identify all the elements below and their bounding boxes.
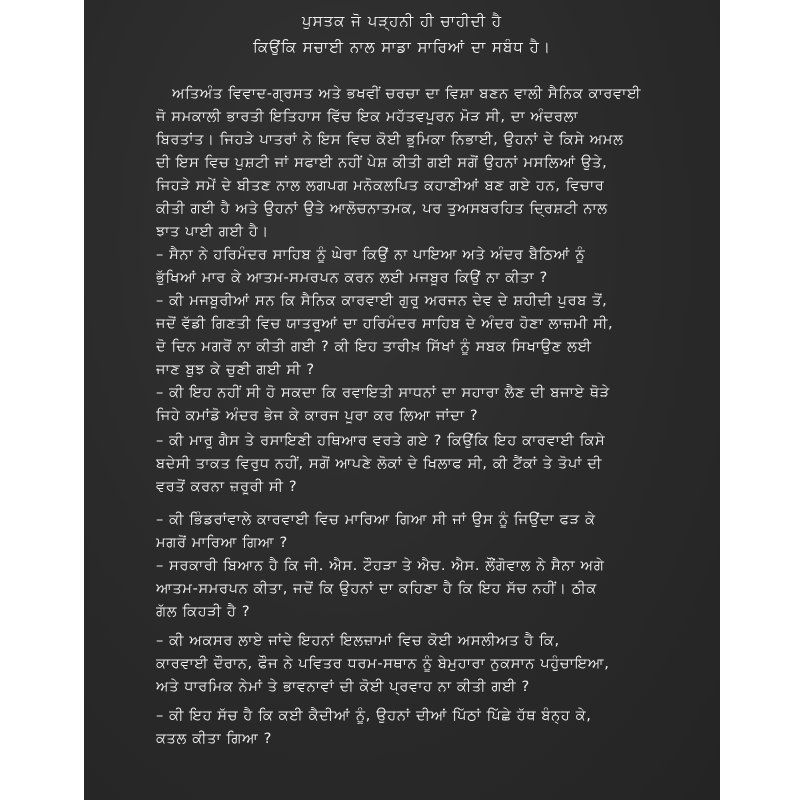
body-line: ਦੋ ਦਿਨ ਮਗਰੋਂ ਨਾ ਕੀਤੀ ਗਈ ? ਕੀ ਇਹ ਤਾਰੀਖ਼ ਸਿੱਖਾਂ ਨੂੰ ਸਬਕ ਸਿਖਾਉਣ ਲਈ	[156, 338, 592, 355]
body-line: ਝਾਤ ਪਾਈ ਗਈ ਹੈ।	[156, 223, 269, 240]
body-line: ਅਤਿਅੰਤ ਵਿਵਾਦ-ਗ੍ਰਸਤ ਅਤੇ ਭਖਵੀਂ ਚਰਚਾ ਦਾ ਵਿਸ਼ਾ ਬਣਨ ਵਾਲੀ ਸੈਨਿਕ ਕਾਰਵਾਈ	[172, 85, 642, 102]
body-line: ਜਦੋਂ ਵੱਡੀ ਗਿਣਤੀ ਵਿਚ ਯਾਤਰੂਆਂ ਦਾ ਹਰਿਮੰਦਰ ਸਾਹਿਬ ਦੇ ਅੰਦਰ ਹੋਣਾ ਲਾਜ਼ਮੀ ਸੀ,	[156, 315, 614, 332]
body-line: ਮਗਰੋਂ ਮਾਰਿਆ ਗਿਆ ?	[156, 534, 288, 551]
body-line: ਕਤਲ ਕੀਤਾ ਗਿਆ ?	[156, 730, 273, 747]
body-line: ਜਿਹੇ ਕਮਾਂਡੋ ਅੰਦਰ ਭੇਜ ਕੇ ਕਾਰਜ ਪੂਰਾ ਕਰ ਲਿਆ ਜਾਂਦਾ ?	[156, 407, 479, 424]
body-line: ਬਿਰਤਾਂਤ। ਜਿਹੜੇ ਪਾਤਰਾਂ ਨੇ ਇਸ ਵਿਚ ਕੋਈ ਭੂਮਿਕਾ ਨਿਭਾਈ, ਉਹਨਾਂ ਦੇ ਕਿਸੇ ਅਮਲ	[156, 131, 624, 148]
body-line: – ਕੀ ਇਹ ਨਹੀਂ ਸੀ ਹੋ ਸਕਦਾ ਕਿ ਰਵਾਇਤੀ ਸਾਧਨਾਂ ਦਾ ਸਹਾਰਾ ਲੈਣ ਦੀ ਬਜਾਏ ਥੋੜੇ	[156, 384, 610, 401]
body-line: ਜਿਹੜੇ ਸਮੇਂ ਦੇ ਬੀਤਣ ਨਾਲ ਲਗਪਗ ਮਨੋਕਲਪਿਤ ਕਹਾਣੀਆਂ ਬਣ ਗਏ ਹਨ, ਵਿਚਾਰ	[156, 177, 605, 194]
body-line: ਭੁੱਖਿਆਂ ਮਾਰ ਕੇ ਆਤਮ-ਸਮਰਪਨ ਕਰਨ ਲਈ ਮਜਬੂਰ ਕਿਉਂ ਨਾ ਕੀਤਾ ?	[156, 269, 548, 286]
body-line: ਜੋ ਸਮਕਾਲੀ ਭਾਰਤੀ ਇਤਿਹਾਸ ਵਿੱਚ ਇਕ ਮਹੱਤਵਪੂਰਨ ਮੋੜ ਸੀ, ਦਾ ਅੰਦਰਲਾ	[156, 108, 579, 125]
heading-line-2: ਕਿਉਂਕਿ ਸਚਾਈ ਨਾਲ ਸਾਡਾ ਸਾਰਿਆਂ ਦਾ ਸਬੰਧ ਹੈ।	[253, 38, 551, 56]
body-line: ਵਰਤੋਂ ਕਰਨਾ ਜ਼ਰੂਰੀ ਸੀ ?	[156, 478, 298, 495]
heading-line-1: ਪੁਸਤਕ ਜੋ ਪੜ੍ਹਨੀ ਹੀ ਚਾਹੀਦੀ ਹੈ	[301, 12, 503, 30]
body-line: ਆਤਮ-ਸਮਰਪਨ ਕੀਤਾ, ਜਦੋਂ ਕਿ ਉਹਨਾਂ ਦਾ ਕਹਿਣਾ ਹੈ ਕਿ ਇਹ ਸੱਚ ਨਹੀਂ। ਠੀਕ	[156, 580, 597, 597]
body-line: ਕਾਰਵਾਈ ਦੌਰਾਨ, ਫੌਜ ਨੇ ਪਵਿਤਰ ਧਰਮ-ਸਥਾਨ ਨੂੰ ਬੇਮੁਹਾਰਾ ਨੁਕਸਾਨ ਪਹੁੰਚਾਇਆ,	[156, 655, 610, 672]
cover-text	[84, 0, 720, 800]
body-line: – ਸੈਨਾ ਨੇ ਹਰਿਮੰਦਰ ਸਾਹਿਬ ਨੂੰ ਘੇਰਾ ਕਿਉਂ ਨਾ ਪਾਇਆ ਅਤੇ ਅੰਦਰ ਬੈਠਿਆਂ ਨੂੰ	[156, 246, 586, 263]
book-back-cover	[84, 0, 720, 800]
body-line: – ਕੀ ਇਹ ਸੱਚ ਹੈ ਕਿ ਕਈ ਕੈਦੀਆਂ ਨੂੰ, ਉਹਨਾਂ ਦੀਆਂ ਪਿੱਠਾਂ ਪਿੱਛੇ ਹੱਥ ਬੰਨ੍ਹ ਕੇ,	[156, 707, 592, 724]
body-line: – ਕੀ ਭਿੰਡਰਾਂਵਾਲੇ ਕਾਰਵਾਈ ਵਿਚ ਮਾਰਿਆ ਗਿਆ ਸੀ ਜਾਂ ਉਸ ਨੂੰ ਜਿਉਂਦਾ ਫੜ ਕੇ	[156, 511, 596, 528]
body-line: ਕੀਤੀ ਗਈ ਹੈ ਅਤੇ ਉਹਨਾਂ ਉਤੇ ਆਲੋਚਨਾਤਮਕ, ਪਰ ਤੁਅਸਬਰਹਿਤ ਦ੍ਰਿਸ਼ਟੀ ਨਾਲ	[156, 200, 608, 217]
body-line: ਗੱਲ ਕਿਹੜੀ ਹੈ ?	[156, 603, 251, 620]
body-line: – ਕੀ ਮਾਰੂ ਗੈਸ ਤੇ ਰਸਾਇਣੀ ਹਥਿਆਰ ਵਰਤੇ ਗਏ ? ਕਿਉਂਕਿ ਇਹ ਕਾਰਵਾਈ ਕਿਸੇ	[156, 432, 606, 449]
body-line: ਦੀ ਇਸ ਵਿਚ ਪੁਸ਼ਟੀ ਜਾਂ ਸਫਾਈ ਨਹੀਂ ਪੇਸ਼ ਕੀਤੀ ਗਈ ਸਗੋਂ ਉਹਨਾਂ ਮਸਲਿਆਂ ਉਤੇ,	[156, 154, 608, 171]
body-line: ਅਤੇ ਧਾਰਮਿਕ ਨੇਮਾਂ ਤੇ ਭਾਵਨਾਵਾਂ ਦੀ ਕੋਈ ਪ੍ਰਵਾਹ ਨਾ ਕੀਤੀ ਗਈ ?	[156, 678, 530, 695]
body-line: – ਕੀ ਅਕਸਰ ਲਾਏ ਜਾਂਦੇ ਇਹਨਾਂ ਇਲਜ਼ਾਮਾਂ ਵਿਚ ਕੋਈ ਅਸਲੀਅਤ ਹੈ ਕਿ,	[156, 632, 560, 649]
body-line: ਜਾਣ ਬੁਝ ਕੇ ਚੁਣੀ ਗਈ ਸੀ ?	[156, 361, 315, 378]
body-line: – ਸਰਕਾਰੀ ਬਿਆਨ ਹੈ ਕਿ ਜੀ. ਐਸ. ਟੌਹੜਾ ਤੇ ਐਚ. ਐਸ. ਲੌਂਗੋਵਾਲ ਨੇ ਸੈਨਾ ਅਗੇ	[156, 557, 605, 574]
body-line: ਬਦੇਸੀ ਤਾਕਤ ਵਿਰੁਧ ਨਹੀਂ, ਸਗੋਂ ਆਪਣੇ ਲੋਕਾਂ ਦੇ ਖਿਲਾਫ ਸੀ, ਕੀ ਟੈਂਕਾਂ ਤੇ ਤੋਪਾਂ ਦੀ	[156, 455, 603, 472]
body-line: – ਕੀ ਮਜਬੂਰੀਆਂ ਸਨ ਕਿ ਸੈਨਿਕ ਕਾਰਵਾਈ ਗੁਰੂ ਅਰਜਨ ਦੇਵ ਦੇ ਸ਼ਹੀਦੀ ਪੁਰਬ ਤੋਂ,	[156, 292, 608, 309]
